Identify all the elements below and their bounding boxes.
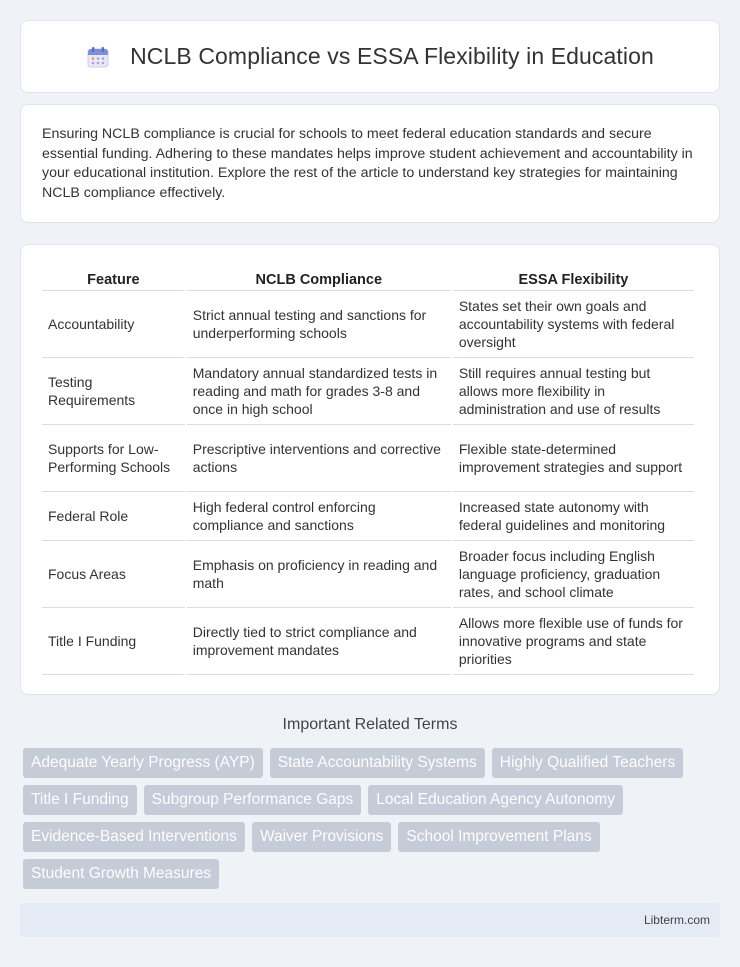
related-term-tag[interactable]: Waiver Provisions <box>252 822 391 852</box>
related-term-tag[interactable]: Local Education Agency Autonomy <box>368 785 623 815</box>
table-row <box>42 358 694 425</box>
comparison-table <box>40 265 696 675</box>
related-term-tag[interactable]: Subgroup Performance Gaps <box>144 785 362 815</box>
table-cell-feature: Title I Funding <box>42 608 185 675</box>
related-term-tag[interactable]: Title I Funding <box>23 785 137 815</box>
table-cell-essa: Broader focus including English language proficiency, graduation rates, and school climate <box>453 541 694 608</box>
intro-paragraph: Ensuring NCLB compliance is crucial for schools to meet federal education standards and secure essential funding. Adhering to these mandates helps improve student achievement and accountability in your educational institution. Explore the rest of the article to understand key strategies for maintaining NCLB compliance effectively. <box>42 126 693 201</box>
table-cell-feature: Accountability <box>42 291 185 358</box>
related-term-tag[interactable]: Student Growth Measures <box>23 859 219 889</box>
table-row <box>42 425 694 492</box>
table-cell-feature: Focus Areas <box>42 541 185 608</box>
calendar-icon <box>86 45 110 69</box>
table-cell-feature: Supports for Low-Performing Schools <box>42 425 185 492</box>
related-terms-heading: Important Related Terms <box>282 716 458 733</box>
table-cell-feature: Federal Role <box>42 492 185 541</box>
related-terms-list <box>23 748 723 889</box>
related-term-tag[interactable]: State Accountability Systems <box>270 748 485 778</box>
table-row <box>42 492 694 541</box>
title-wrap <box>86 43 654 70</box>
table-cell-essa: States set their own goals and accountability systems with federal oversight <box>453 291 694 358</box>
header-nclb: NCLB Compliance <box>187 265 451 291</box>
table-cell-nclb: Emphasis on proficiency in reading and math <box>187 541 451 608</box>
table-cell-nclb: Mandatory annual standardized tests in reading and math for grades 3-8 and once in high school <box>187 358 451 425</box>
footer-site-link[interactable]: Libterm.com <box>643 913 710 927</box>
table-cell-feature: Testing Requirements <box>42 358 185 425</box>
table-cell-essa: Increased state autonomy with federal guidelines and monitoring <box>453 492 694 541</box>
header-essa: ESSA Flexibility <box>453 265 694 291</box>
comparison-table-card <box>20 244 720 695</box>
table-cell-essa: Flexible state-determined improvement strategies and support <box>453 425 694 492</box>
page-title: NCLB Compliance vs ESSA Flexibility in Education <box>130 43 654 69</box>
table-row <box>42 608 694 675</box>
footer <box>20 903 720 937</box>
table-cell-essa: Still requires annual testing but allows more flexibility in administration and use of results <box>453 358 694 425</box>
table-header-row <box>42 265 694 291</box>
table-row <box>42 541 694 608</box>
table-cell-nclb: Strict annual testing and sanctions for underperforming schools <box>187 291 451 358</box>
header-card <box>20 20 720 93</box>
header-feature: Feature <box>42 265 185 291</box>
table-row <box>42 291 694 358</box>
related-term-tag[interactable]: School Improvement Plans <box>398 822 599 852</box>
table-cell-nclb: Prescriptive interventions and corrective actions <box>187 425 451 492</box>
table-cell-nclb: Directly tied to strict compliance and improvement mandates <box>187 608 451 675</box>
table-cell-nclb: High federal control enforcing compliance and sanctions <box>187 492 451 541</box>
related-term-tag[interactable]: Highly Qualified Teachers <box>492 748 683 778</box>
intro-card <box>20 104 720 223</box>
table-cell-essa: Allows more flexible use of funds for innovative programs and state priorities <box>453 608 694 675</box>
related-term-tag[interactable]: Evidence-Based Interventions <box>23 822 245 852</box>
related-term-tag[interactable]: Adequate Yearly Progress (AYP) <box>23 748 263 778</box>
